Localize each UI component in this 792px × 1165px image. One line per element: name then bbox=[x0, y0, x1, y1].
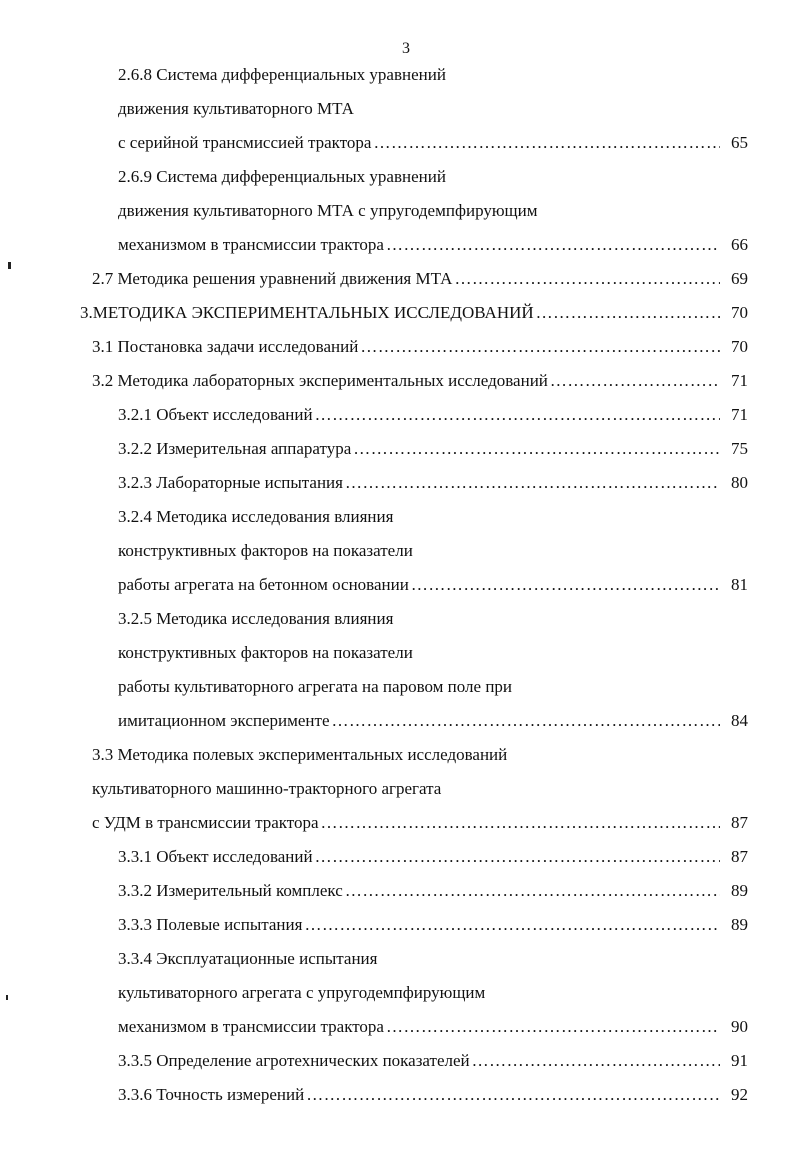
toc-page-number: 87 bbox=[731, 847, 748, 866]
toc-entry-text: движения культиваторного МТА с упругодемпфирующим bbox=[118, 201, 538, 220]
toc-page-number: 89 bbox=[731, 881, 748, 900]
leader-dots bbox=[373, 126, 720, 160]
toc-page-number: 70 bbox=[731, 337, 748, 356]
leader-dots bbox=[550, 364, 720, 398]
leader-dots bbox=[360, 330, 720, 364]
leader-dots bbox=[345, 466, 720, 500]
toc-entry-text: работы агрегата на бетонном основании bbox=[118, 575, 409, 594]
toc-line bbox=[0, 976, 792, 1010]
toc-entry[interactable] bbox=[118, 1078, 748, 1112]
toc-entry[interactable] bbox=[118, 976, 485, 1010]
leader-dots bbox=[321, 806, 720, 840]
toc-line bbox=[0, 398, 792, 432]
toc-line bbox=[0, 330, 792, 364]
leader-dots bbox=[386, 228, 720, 262]
toc-entry[interactable] bbox=[92, 262, 748, 296]
toc-entry-text: конструктивных факторов на показатели bbox=[118, 541, 413, 560]
toc-entry-text: имитационном эксперименте bbox=[118, 711, 330, 730]
toc-entry[interactable] bbox=[118, 432, 748, 466]
toc-page-number: 75 bbox=[731, 439, 748, 458]
toc-entry-text: культиваторного агрегата с упругодемпфирующим bbox=[118, 983, 486, 1002]
toc-line bbox=[0, 670, 792, 704]
toc-page-number: 90 bbox=[731, 1017, 748, 1036]
toc-line bbox=[0, 738, 792, 772]
toc-line bbox=[0, 636, 792, 670]
toc-entry[interactable] bbox=[118, 534, 413, 568]
toc-entry-text: механизмом в трансмиссии трактора bbox=[118, 1017, 384, 1036]
page-number: 3 bbox=[402, 40, 410, 57]
leader-dots bbox=[345, 874, 720, 908]
toc-entry[interactable] bbox=[118, 602, 393, 636]
leader-dots bbox=[315, 398, 720, 432]
leader-dots bbox=[304, 908, 720, 942]
toc-entry-text: 3.2.5 Методика исследования влияния bbox=[118, 609, 394, 628]
toc-line bbox=[0, 1078, 792, 1112]
toc-entry[interactable] bbox=[118, 568, 748, 602]
toc-page-number: 89 bbox=[731, 915, 748, 934]
toc-entry-text: 3.3 Методика полевых экспериментальных исследований bbox=[92, 745, 508, 764]
toc-page-number: 66 bbox=[731, 235, 748, 254]
toc-entry[interactable] bbox=[118, 1010, 748, 1044]
toc-line bbox=[0, 704, 792, 738]
toc-page-number: 92 bbox=[731, 1085, 748, 1104]
toc-entry[interactable] bbox=[118, 58, 446, 92]
toc-entry-text: 3.3.4 Эксплуатационные испытания bbox=[118, 949, 378, 968]
table-of-contents bbox=[0, 58, 792, 1112]
toc-entry[interactable] bbox=[92, 364, 748, 398]
leader-dots bbox=[536, 296, 720, 330]
toc-line bbox=[0, 466, 792, 500]
toc-line bbox=[0, 432, 792, 466]
leader-dots bbox=[454, 262, 720, 296]
toc-entry-text: 2.6.8 Система дифференциальных уравнений bbox=[118, 65, 446, 84]
toc-page-number: 71 bbox=[731, 405, 748, 424]
toc-line bbox=[0, 534, 792, 568]
toc-entry[interactable] bbox=[118, 636, 413, 670]
toc-line bbox=[0, 908, 792, 942]
toc-entry[interactable] bbox=[118, 194, 538, 228]
toc-entry-text: 3.МЕТОДИКА ЭКСПЕРИМЕНТАЛЬНЫХ ИССЛЕДОВАНИЙ bbox=[80, 303, 534, 322]
leader-dots bbox=[353, 432, 720, 466]
toc-line bbox=[0, 602, 792, 636]
toc-entry-text: 3.3.2 Измерительный комплекс bbox=[118, 881, 343, 900]
toc-entry[interactable] bbox=[80, 296, 748, 330]
toc-entry[interactable] bbox=[118, 160, 446, 194]
leader-dots bbox=[386, 1010, 720, 1044]
toc-page-number: 91 bbox=[731, 1051, 748, 1070]
toc-page-number: 81 bbox=[731, 575, 748, 594]
toc-entry[interactable] bbox=[118, 500, 393, 534]
toc-entry-text: с УДМ в трансмиссии трактора bbox=[92, 813, 319, 832]
leader-dots bbox=[332, 704, 720, 738]
toc-line bbox=[0, 92, 792, 126]
toc-entry[interactable] bbox=[118, 670, 512, 704]
toc-line bbox=[0, 500, 792, 534]
toc-page-number: 70 bbox=[731, 303, 748, 322]
toc-entry-text: 2.7 Методика решения уравнений движения МТА bbox=[92, 269, 453, 288]
toc-entry-text: 3.1 Постановка задачи исследований bbox=[92, 337, 359, 356]
toc-line bbox=[0, 262, 792, 296]
toc-page-number: 69 bbox=[731, 269, 748, 288]
leader-dots bbox=[306, 1078, 720, 1112]
toc-entry-text: 3.3.6 Точность измерений bbox=[118, 1085, 305, 1104]
toc-entry-text: 3.3.1 Объект исследований bbox=[118, 847, 313, 866]
toc-line bbox=[0, 1010, 792, 1044]
toc-entry[interactable] bbox=[118, 1044, 748, 1078]
leader-dots bbox=[472, 1044, 720, 1078]
toc-entry-text: 3.3.5 Определение агротехнических показателей bbox=[118, 1051, 470, 1070]
toc-entry-text: 3.2.3 Лабораторные испытания bbox=[118, 473, 343, 492]
toc-page-number: 80 bbox=[731, 473, 748, 492]
toc-entry-text: 2.6.9 Система дифференциальных уравнений bbox=[118, 167, 446, 186]
toc-page-number: 87 bbox=[731, 813, 748, 832]
toc-entry-text: с серийной трансмиссией трактора bbox=[118, 133, 372, 152]
toc-entry[interactable] bbox=[118, 126, 748, 160]
toc-entry[interactable] bbox=[118, 908, 748, 942]
toc-line bbox=[0, 772, 792, 806]
toc-line bbox=[0, 160, 792, 194]
toc-line bbox=[0, 228, 792, 262]
toc-page-number: 84 bbox=[731, 711, 748, 730]
toc-entry[interactable] bbox=[118, 942, 377, 976]
toc-entry[interactable] bbox=[92, 738, 507, 772]
toc-entry-text: конструктивных факторов на показатели bbox=[118, 643, 413, 662]
toc-line bbox=[0, 840, 792, 874]
toc-line bbox=[0, 942, 792, 976]
toc-line bbox=[0, 126, 792, 160]
toc-entry[interactable] bbox=[118, 398, 748, 432]
toc-line bbox=[0, 874, 792, 908]
toc-entry-text: 3.2.2 Измерительная аппаратура bbox=[118, 439, 352, 458]
toc-entry-text: 3.2 Методика лабораторных экспериментальных исследований bbox=[92, 371, 548, 390]
toc-line bbox=[0, 568, 792, 602]
toc-line bbox=[0, 296, 792, 330]
toc-entry-text: культиваторного машинно-тракторного агрегата bbox=[92, 779, 442, 798]
toc-entry[interactable] bbox=[118, 874, 748, 908]
toc-line bbox=[0, 194, 792, 228]
leader-dots bbox=[315, 840, 720, 874]
toc-entry-text: работы культиваторного агрегата на паровом поле при bbox=[118, 677, 513, 696]
toc-entry[interactable] bbox=[118, 228, 748, 262]
leader-dots bbox=[411, 568, 720, 602]
toc-entry[interactable] bbox=[118, 840, 748, 874]
toc-entry-text: механизмом в трансмиссии трактора bbox=[118, 235, 384, 254]
toc-line bbox=[0, 806, 792, 840]
toc-line bbox=[0, 1044, 792, 1078]
toc-entry-text: 3.2.1 Объект исследований bbox=[118, 405, 313, 424]
toc-line bbox=[0, 364, 792, 398]
toc-page-number: 71 bbox=[731, 371, 748, 390]
toc-entry[interactable] bbox=[118, 92, 354, 126]
toc-entry[interactable] bbox=[118, 466, 748, 500]
toc-entry[interactable] bbox=[92, 772, 441, 806]
toc-page-number: 65 bbox=[731, 133, 748, 152]
toc-entry-text: 3.2.4 Методика исследования влияния bbox=[118, 507, 394, 526]
toc-entry[interactable] bbox=[92, 806, 748, 840]
toc-line bbox=[0, 58, 792, 92]
toc-entry[interactable] bbox=[92, 330, 748, 364]
toc-entry-text: 3.3.3 Полевые испытания bbox=[118, 915, 303, 934]
toc-entry-text: движения культиваторного МТА bbox=[118, 99, 354, 118]
toc-entry[interactable] bbox=[118, 704, 748, 738]
